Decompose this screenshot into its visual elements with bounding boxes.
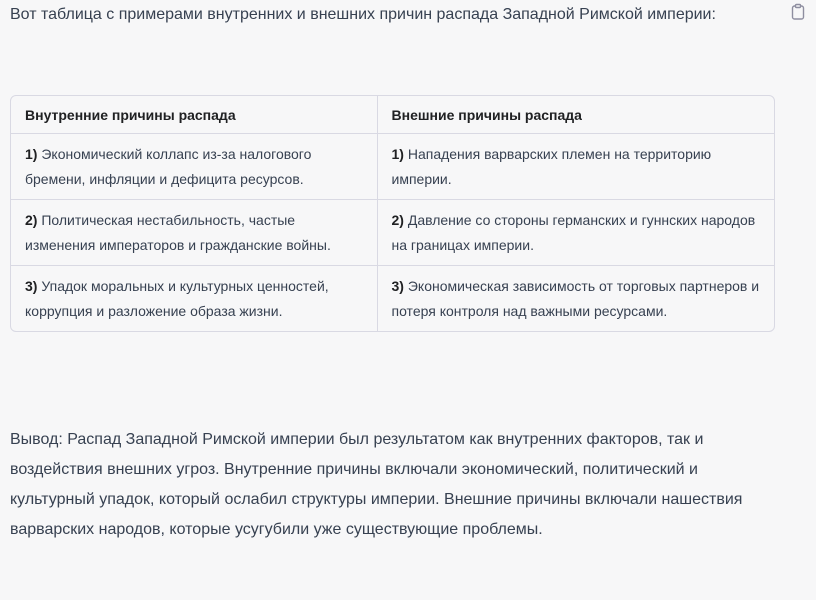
message-conclusion: Вывод: Распад Западной Римской империи был результатом как внутренних факторов, так и воздействия внешних угроз. Внутренние причины включали экономический, политический и культурный упадок, который ослабил структуры империи. Внешние причины включали нашествия варварских народов, которые усугубили уже существующие проблемы. — [10, 431, 743, 538]
cell-text: Экономический коллапс из-за налогового бремени, инфляции и дефицита ресурсов. — [25, 146, 312, 187]
table-row — [11, 266, 774, 332]
clipboard-icon — [789, 3, 807, 21]
table-row — [11, 200, 774, 266]
item-number: 3) — [391, 278, 404, 294]
cell-text: Экономическая зависимость от торговых партнеров и потеря контроля над важными ресурсами. — [391, 278, 760, 319]
item-number: 3) — [25, 278, 38, 294]
causes-table — [10, 95, 775, 332]
cell-text: Нападения варварских племен на территорию империи. — [391, 146, 712, 187]
message-intro: Вот таблица с примерами внутренних и внешних причин распада Западной Римской империи: — [10, 6, 716, 23]
table-cell-external — [377, 134, 774, 200]
table-cell-external — [377, 266, 774, 332]
table-cell-external — [377, 200, 774, 266]
cell-text: Упадок моральных и культурных ценностей, коррупция и разложение образа жизни. — [25, 278, 329, 319]
item-number: 2) — [25, 212, 38, 228]
table-row — [11, 134, 774, 200]
item-number: 2) — [391, 212, 404, 228]
table-cell-internal — [11, 266, 377, 332]
cell-text: Политическая нестабильность, частые изменения императоров и гражданские войны. — [25, 212, 331, 253]
cell-text: Давление со стороны германских и гуннских народов на границах империи. — [391, 212, 756, 253]
item-number: 1) — [391, 146, 404, 162]
copy-button[interactable] — [789, 3, 807, 21]
table-header-row — [11, 96, 774, 134]
table-cell-internal — [11, 134, 377, 200]
item-number: 1) — [25, 146, 38, 162]
header-internal-causes: Внутренние причины распада — [11, 96, 377, 134]
table-cell-internal — [11, 200, 377, 266]
header-external-causes: Внешние причины распада — [377, 96, 774, 134]
